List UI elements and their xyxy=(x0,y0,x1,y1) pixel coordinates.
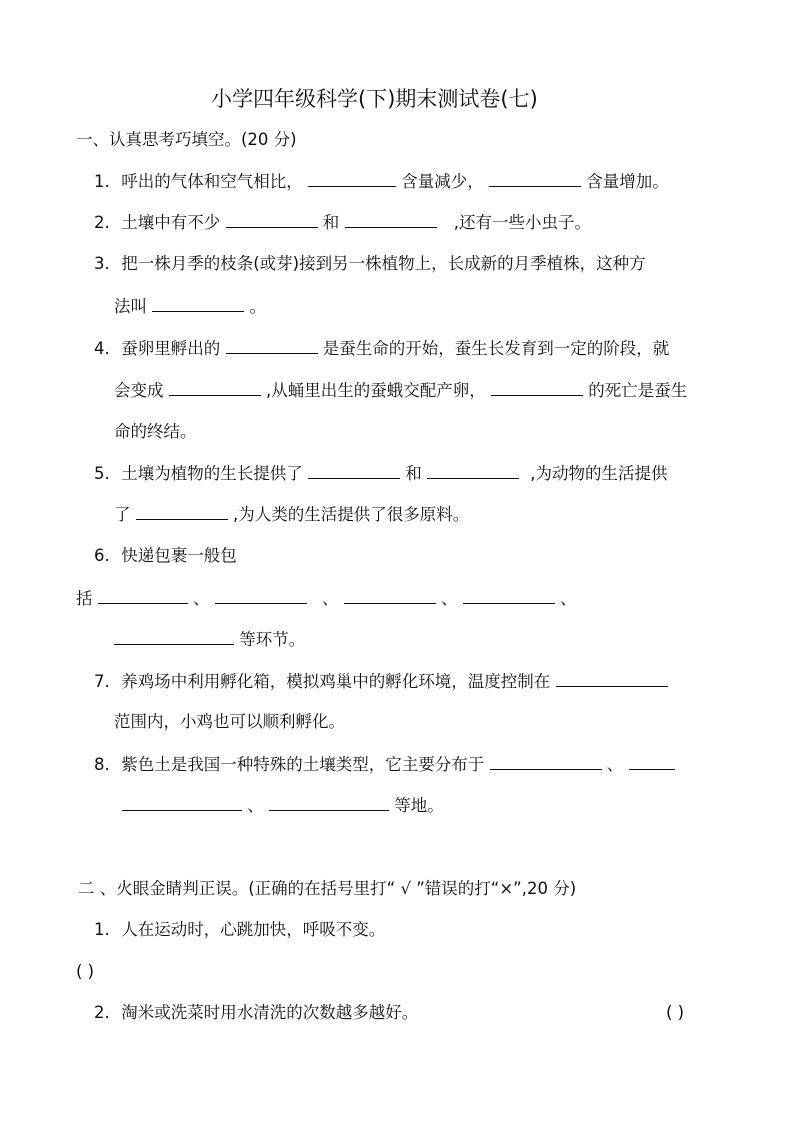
question-8-line-2 xyxy=(122,794,444,817)
question-text: 括 xyxy=(76,589,93,608)
question-7 xyxy=(94,670,668,693)
question-number: 6. xyxy=(94,546,110,565)
question-number: 2. xyxy=(94,1003,110,1022)
question-text: 淘米或洗菜时用水清洗的次数越多越好。 xyxy=(121,1003,419,1022)
separator: 、 xyxy=(322,589,339,608)
answer-blank[interactable] xyxy=(308,170,396,187)
question-text: ,为动物的生活提供 xyxy=(530,464,668,483)
answer-blank[interactable] xyxy=(169,379,261,396)
question-1 xyxy=(94,170,669,193)
answer-blank[interactable] xyxy=(629,753,675,770)
answer-blank[interactable] xyxy=(269,794,389,811)
question-4-line-3: 命的终结。 xyxy=(114,422,197,441)
answer-blank[interactable] xyxy=(114,628,234,645)
question-2 xyxy=(94,211,591,234)
separator: 、 xyxy=(247,796,264,815)
question-text: 呼出的气体和空气相比， xyxy=(121,172,303,191)
answer-blank[interactable] xyxy=(344,587,436,604)
question-4 xyxy=(94,337,669,360)
question-text: 是蚕生命的开始，蚕生长发育到一定的阶段，就 xyxy=(322,339,670,358)
question-text: 和 xyxy=(405,464,422,483)
question-5-line-2 xyxy=(114,503,469,526)
separator: 、 xyxy=(606,755,624,774)
question-text: 会变成 xyxy=(114,381,164,400)
separator: 、 xyxy=(193,589,210,608)
question-text: 快递包裹一般包 xyxy=(121,546,237,565)
section1-heading: 一、认真思考巧填空。(20 分) xyxy=(76,130,297,149)
answer-blank[interactable] xyxy=(490,753,602,770)
question-7-line-2: 范围内，小鸡也可以顺利孵化。 xyxy=(114,712,345,731)
judge-question-1 xyxy=(94,919,385,941)
answer-blank[interactable] xyxy=(556,670,668,687)
question-text: 等地。 xyxy=(394,796,444,815)
question-number: 3. xyxy=(94,254,110,273)
question-8 xyxy=(94,753,675,776)
question-number: 5. xyxy=(94,464,110,483)
answer-blank[interactable] xyxy=(491,379,583,396)
answer-blank[interactable] xyxy=(463,587,555,604)
question-6 xyxy=(94,545,237,567)
question-3 xyxy=(94,253,646,275)
question-text: 土壤中有不少 xyxy=(121,213,221,232)
question-number: 4. xyxy=(94,339,110,358)
question-3-line-2 xyxy=(114,295,266,318)
question-number: 1. xyxy=(94,172,110,191)
question-text: 含量增加。 xyxy=(586,172,669,191)
answer-blank[interactable] xyxy=(226,211,318,228)
question-number: 1. xyxy=(94,920,110,939)
question-text: 含量减少， xyxy=(401,172,484,191)
answer-parentheses[interactable]: ( ) xyxy=(666,1003,685,1022)
answer-blank[interactable] xyxy=(215,587,307,604)
separator: 、 xyxy=(560,589,577,608)
question-text: ,还有一些小虫子。 xyxy=(453,213,591,232)
answer-blank[interactable] xyxy=(98,587,188,604)
question-6-line-2 xyxy=(76,587,577,610)
answer-parentheses[interactable]: ( ) xyxy=(76,962,95,981)
question-text: 养鸡场中利用孵化箱，模拟鸡巢中的孵化环境，温度控制在 xyxy=(121,672,551,691)
answer-blank[interactable] xyxy=(226,337,318,354)
question-text: 法叫 xyxy=(114,297,147,316)
question-6-line-3 xyxy=(114,628,305,651)
judge-question-2 xyxy=(94,1002,418,1024)
answer-blank[interactable] xyxy=(427,462,519,479)
question-text: ,为人类的生活提供了很多原料。 xyxy=(233,505,470,524)
question-text: 蚕卵里孵出的 xyxy=(121,339,221,358)
answer-blank[interactable] xyxy=(489,170,581,187)
question-text: 土壤为植物的生长提供了 xyxy=(121,464,303,483)
page-title: 小学四年级科学(下)期末测试卷(七) xyxy=(211,87,538,111)
question-number: 2. xyxy=(94,213,110,232)
question-text: ,从蛹里出生的蚕蛾交配产卵， xyxy=(266,381,486,400)
question-text: 紫色土是我国一种特殊的土壤类型，它主要分布于 xyxy=(121,755,485,774)
question-text: 和 xyxy=(322,213,340,232)
answer-blank[interactable] xyxy=(345,211,437,228)
question-text: 等环节。 xyxy=(239,630,306,649)
question-text: 把一株月季的枝条(或芽)接到另一株植物上，长成新的月季植株，这种方 xyxy=(121,254,646,273)
answer-blank[interactable] xyxy=(136,503,228,520)
question-4-line-2 xyxy=(114,379,687,402)
separator: 、 xyxy=(441,589,458,608)
question-text: 的死亡是蚕生 xyxy=(588,381,688,400)
answer-blank[interactable] xyxy=(308,462,400,479)
question-5 xyxy=(94,462,668,485)
section2-heading: 二 、火眼金睛判正误。(正确的在括号里打“ √ ”错误的打“×”,20 分) xyxy=(78,879,577,898)
question-text: 。 xyxy=(249,297,266,316)
question-text: 人在运动时，心跳加快，呼吸不变。 xyxy=(121,920,386,939)
question-number: 8. xyxy=(94,755,110,774)
question-text: 了 xyxy=(114,505,131,524)
answer-blank[interactable] xyxy=(122,794,242,811)
question-number: 7. xyxy=(94,672,110,691)
answer-blank[interactable] xyxy=(152,295,244,312)
